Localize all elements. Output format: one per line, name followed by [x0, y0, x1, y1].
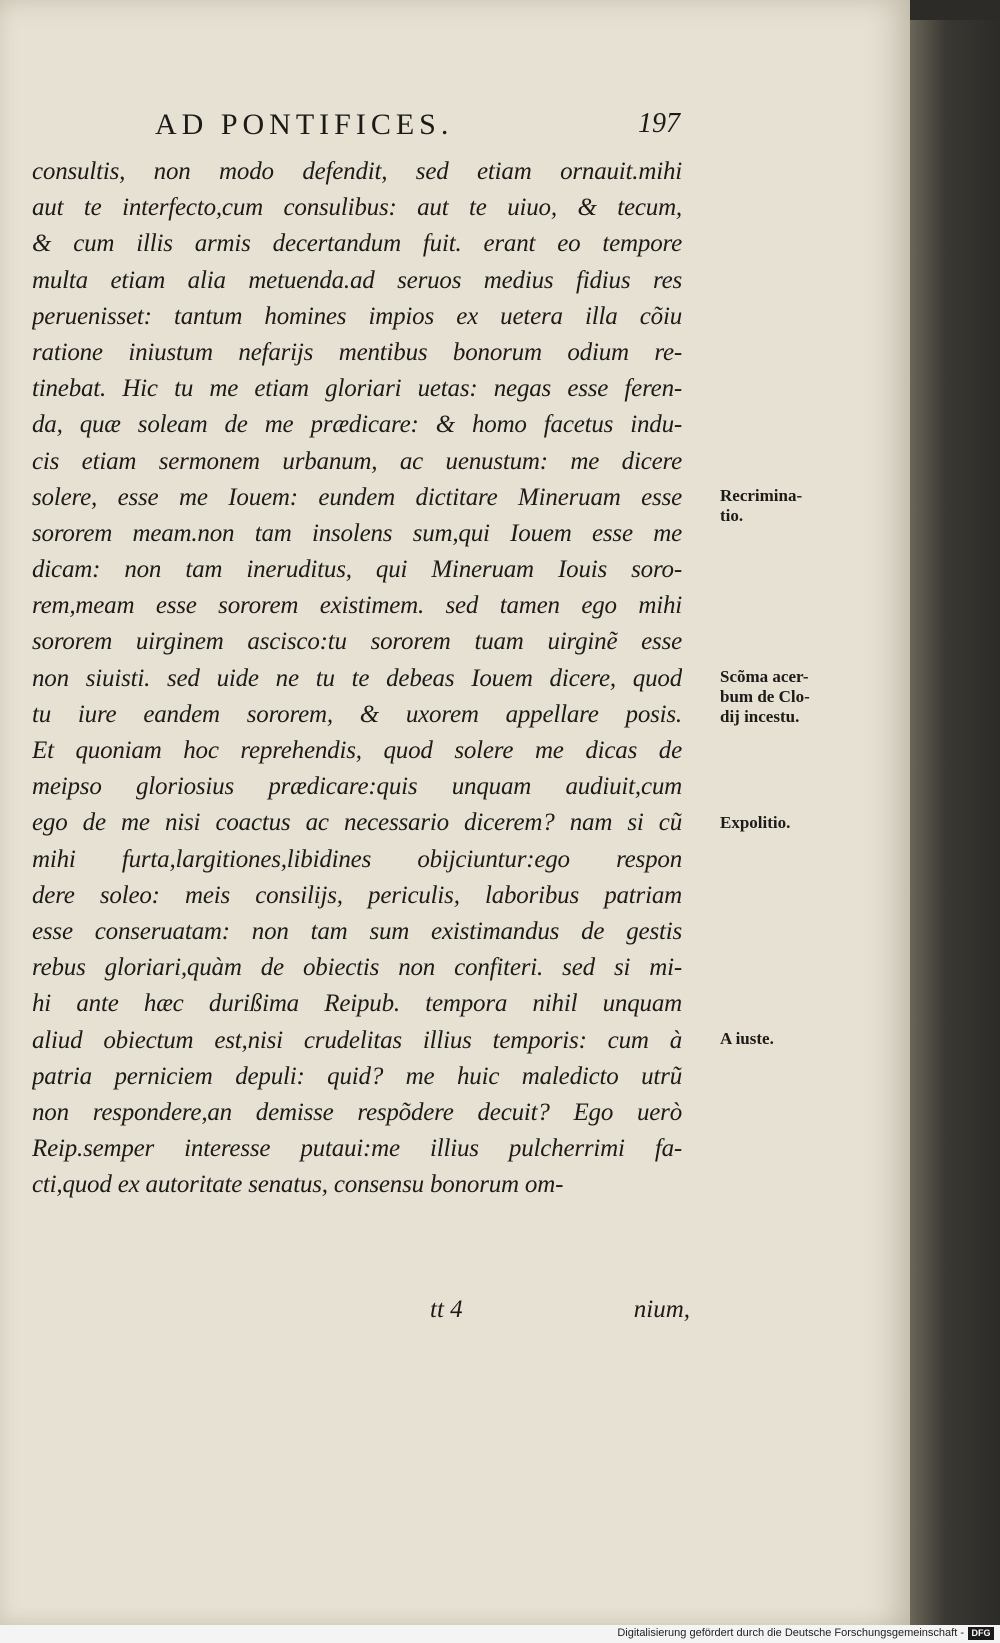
footer-line	[430, 1296, 690, 1330]
text-line: non respondere,an demisse respõdere decuit? Ego uerò	[32, 1098, 682, 1126]
text-line: aut te interfecto,cum consulibus: aut te uiuo, & tecum,	[32, 194, 682, 222]
text-line: aliud obiectum est,nisi crudelitas illius temporis: cum à	[32, 1026, 682, 1054]
text-line: esse conseruatam: non tam sum existimandus de gestis	[32, 917, 682, 945]
text-line: da, quæ soleam de me prædicare: & homo facetus indu-	[32, 411, 682, 439]
text-line: consultis, non modo defendit, sed etiam ornauit.mihi	[32, 158, 682, 185]
text-line: dicam: non tam ineruditus, qui Mineruam Iouis soro-	[32, 556, 682, 584]
text-line: tu iure eandem sororem, & uxorem appellare posis.	[32, 700, 682, 728]
text-line: sororem meam.non tam insolens sum,qui Iouem esse me	[32, 519, 682, 547]
text-lines	[32, 154, 682, 1203]
margin-note: A iuste.	[720, 1028, 774, 1048]
text-line: mihi furta,largitiones,libidines obijciuntur:ego respon	[32, 845, 682, 873]
margin-note: bum de Clo-	[720, 686, 810, 706]
text-line: & cum illis armis decertandum fuit. erant eo tempore	[32, 230, 682, 258]
margin-note: dij incestu.	[720, 706, 800, 726]
text-line: ratione iniustum nefarijs mentibus bonorum odium re-	[32, 338, 682, 366]
credit-text: Digitalisierung gefördert durch die Deutsche Forschungsgemeinschaft -	[617, 1627, 964, 1639]
text-line: dere soleo: meis consilijs, periculis, laboribus patriam	[32, 881, 682, 909]
text-line: ego de me nisi coactus ac necessario dicerem? nam si cũ	[32, 809, 682, 837]
page-number: 197	[638, 108, 680, 139]
page-header	[155, 108, 680, 148]
text-line: rebus gloriari,quàm de obiectis non confiteri. sed si mi-	[32, 954, 682, 982]
text-line: sororem uirginem ascisco:tu sororem tuam uirginẽ esse	[32, 628, 682, 656]
margin-note: tio.	[720, 505, 744, 525]
running-head: AD PONTIFICES.	[155, 108, 454, 141]
signature-mark: tt 4	[430, 1296, 463, 1323]
catchword: nium,	[633, 1296, 690, 1323]
dfg-logo: DFG	[968, 1627, 994, 1640]
margin-note: Scõma acer-	[720, 666, 809, 686]
text-line: patria perniciem depuli: quid? me huic maledicto utrũ	[32, 1062, 682, 1090]
text-line: non siuisti. sed uide ne tu te debeas Iouem dicere, quod	[32, 664, 682, 692]
text-line: meipso gloriosius prædicare:quis unquam audiuit,cum	[32, 773, 682, 801]
text-line: Et quoniam hoc reprehendis, quod solere me dicas de	[32, 737, 682, 764]
text-line: tinebat. Hic tu me etiam gloriari uetas: negas esse feren-	[32, 375, 682, 403]
margin-note: Recrimina-	[720, 485, 803, 505]
text-line: cti,quod ex autoritate senatus, consensu bonorum om-	[32, 1171, 564, 1199]
text-line: cis etiam sermonem urbanum, ac uenustum: me dicere	[32, 447, 682, 475]
text-line: hi ante hæc durißima Reipub. tempora nihil unquam	[32, 990, 682, 1018]
text-line: Reip.semper interesse putaui:me illius pulcherrimi fa-	[32, 1135, 682, 1163]
margin-note: Expolitio.	[720, 813, 791, 833]
body-text	[32, 154, 810, 1203]
text-line: multa etiam alia metuenda.ad seruos medius fidius res	[32, 266, 682, 294]
text-line: rem,meam esse sororem existimem. sed tamen ego mihi	[32, 592, 682, 620]
page-edge-shadow	[910, 20, 1000, 1625]
text-line: solere, esse me Iouem: eundem dictitare Mineruam esse	[32, 483, 682, 511]
text-line: peruenisset: tantum homines impios ex uetera illa cõiu	[32, 302, 682, 330]
